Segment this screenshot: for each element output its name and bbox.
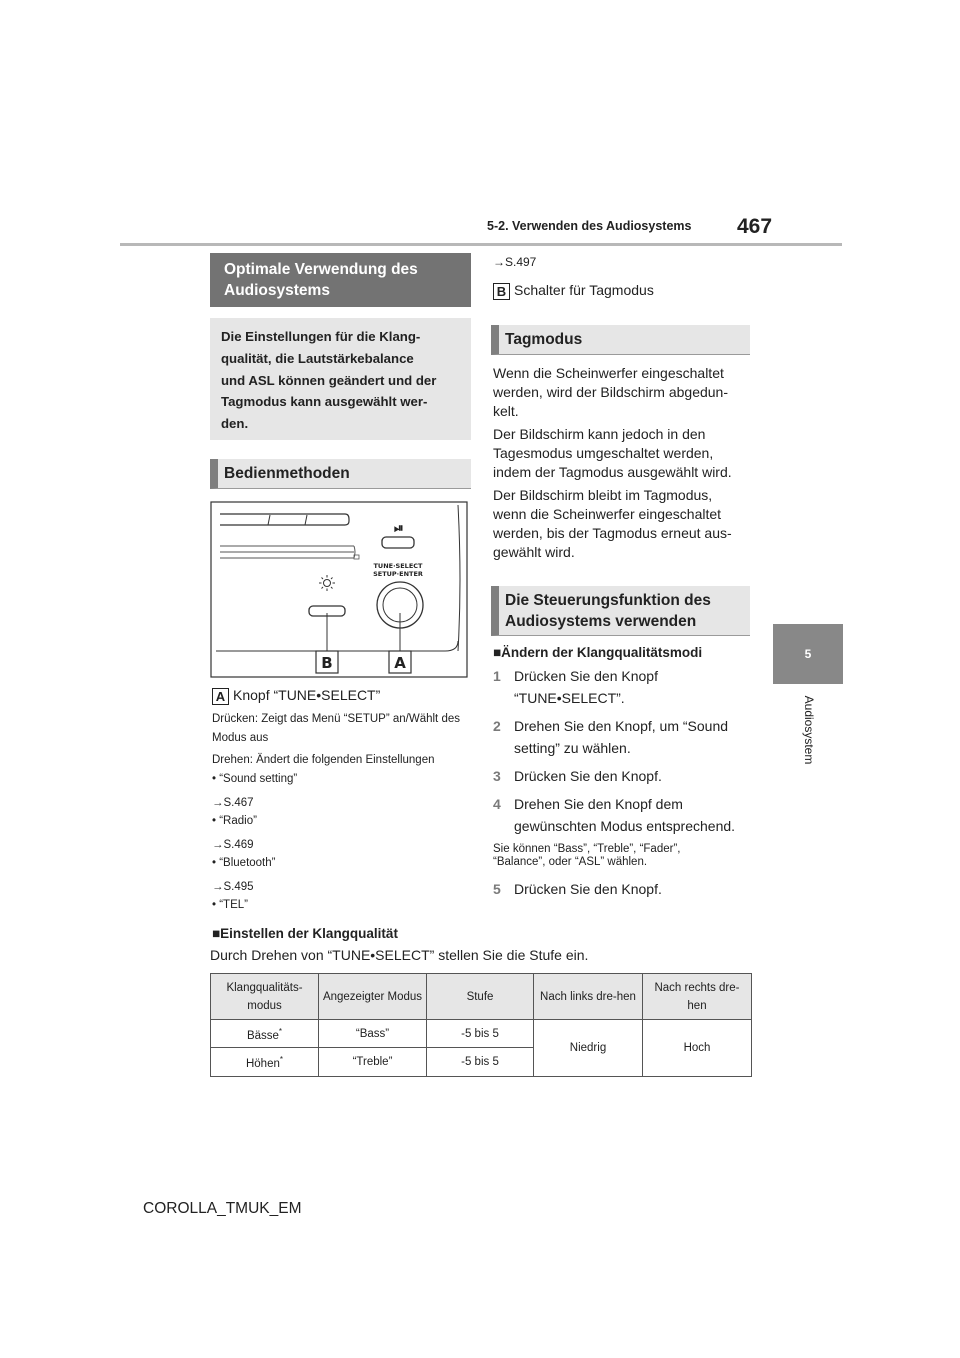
chapter-tab: 5 [773,624,843,684]
item-b-text: Schalter für Tagmodus [514,282,654,298]
section-title-tagmodus: Tagmodus [491,325,750,355]
knob-label-2: SETUP·ENTER [373,570,423,578]
table-cell-shown: “Treble” [319,1048,427,1077]
table-cell-stufe: -5 bis 5 [427,1020,534,1048]
section-title-bedienmethoden: Bedienmethoden [210,459,471,489]
intro-box [210,318,471,440]
step-text: Drehen Sie den Knopf, um “Sound setting” zu wählen. [514,718,729,756]
tagmodus-p3: Der Bildschirm bleibt im Tagmodus, wenn die Scheinwerfer eingeschaltet werden, bis der Tagmodus erneut aus-gewählt wird. [493,487,732,560]
item-b [493,281,654,300]
ref-top: →S.497 [493,255,537,269]
section-title-line-2: Audiosystems [224,282,330,299]
setting-ref: →S.495 [212,881,254,893]
callout-a: A [394,654,406,672]
label-a: A [212,688,229,705]
section-title-line-1: Optimale Verwendung des [224,261,418,278]
knob-label-1: TUNE·SELECT [373,562,423,570]
table-cell-left: Niedrig [534,1020,643,1077]
intro-line: Tagmodus kann ausgewählt wer- [221,394,428,410]
step-text: Drehen Sie den Knopf dem gewünschten Modus entsprechend. [514,796,736,834]
label-b: B [493,283,510,300]
audio-panel-diagram [210,501,468,678]
einstellen-heading: ■Einstellen der Klangqualität [212,926,398,941]
table-cell-mode: Höhen* [211,1048,319,1077]
chapter-label: Audiosystem [802,695,816,765]
item-a-text: Knopf “TUNE•SELECT” [233,687,381,703]
play-pause-icon: ⏯ [394,521,404,535]
table-header-row [211,974,752,1020]
step-4 [493,793,751,837]
intro-line: qualität, die Lautstärkebalance [221,350,414,366]
setting-ref: →S.467 [212,797,254,809]
step-3 [493,765,751,787]
tagmodus-p2: Der Bildschirm kann jedoch in den Tagesmodus umgeschaltet werden, indem der Tagmodus ausgewählt wird. [493,426,732,480]
step-number: 1 [493,668,501,684]
section-header: 5-2. Verwenden des Audiosystems [487,219,692,233]
setting-item: • “Radio” [212,815,257,827]
step-text: Drücken Sie den Knopf. [514,881,662,897]
tagmodus-p1: Wenn die Scheinwerfer eingeschaltet werden, wird der Bildschirm abgedun-kelt. [493,365,728,419]
einstellen-text: Durch Drehen von “TUNE•SELECT” stellen Sie die Stufe ein. [210,947,589,963]
table-cell-right: Hoch [643,1020,752,1077]
note-text: Sie können “Bass”, “Treble”, “Fader”, “Balance”, oder “ASL” wählen. [493,843,681,868]
drehen-text: Drehen: Ändert die folgenden Einstellungen [212,754,435,766]
table-header: Angezeigter Modus [319,974,427,1020]
steps-list [493,665,751,837]
page-number: 467 [737,215,773,238]
callout-b: B [321,654,333,672]
aendern-heading: ■Ändern der Klangqualitätsmodi [493,645,703,660]
table-cell-mode: Bässe* [211,1020,319,1048]
step-number: 2 [493,718,501,734]
table-header: Nach links dre-hen [534,974,643,1020]
intro-line: Die Einstellungen für die Klang- [221,329,421,344]
table-header: Stufe [427,974,534,1020]
klang-table [210,973,752,1077]
step-number: 3 [493,768,501,784]
steuerung-title-line-1: Die Steuerungsfunktion des [505,591,711,609]
section-title-steuerung [491,586,750,636]
intro-line: und ASL können geändert und der [221,372,437,388]
table-header: Klangqualitäts-modus [211,974,319,1020]
step-2 [493,715,751,759]
table-cell-stufe: -5 bis 5 [427,1048,534,1077]
step-5 [493,878,751,900]
step-number: 5 [493,881,501,897]
table-header: Nach rechts dre-hen [643,974,752,1020]
steuerung-title-line-2: Audiosystems verwenden [505,612,697,630]
intro-line: den. [221,416,249,432]
footer-code: COROLLA_TMUK_EM [143,1200,302,1217]
play-pause-button [382,537,414,548]
setting-item: • “Bluetooth” [212,857,276,869]
step-text: Drücken Sie den Knopf “TUNE•SELECT”. [514,668,658,706]
step-1 [493,665,751,709]
section-title-optimal [210,253,471,307]
audio-panel-illustration [210,501,468,678]
header-rule [120,243,842,246]
step-number: 4 [493,796,501,812]
setting-item: • “TEL” [212,899,248,911]
table-row [211,1020,752,1048]
table-cell-shown: “Bass” [319,1020,427,1048]
step-text: Drücken Sie den Knopf. [514,768,662,784]
item-a [212,686,380,705]
setting-ref: →S.469 [212,839,254,851]
druecken-text: Drücken: Zeigt das Menü “SETUP” an/Wählt des Modus aus [212,713,460,744]
setting-item: • “Sound setting” [212,773,298,785]
